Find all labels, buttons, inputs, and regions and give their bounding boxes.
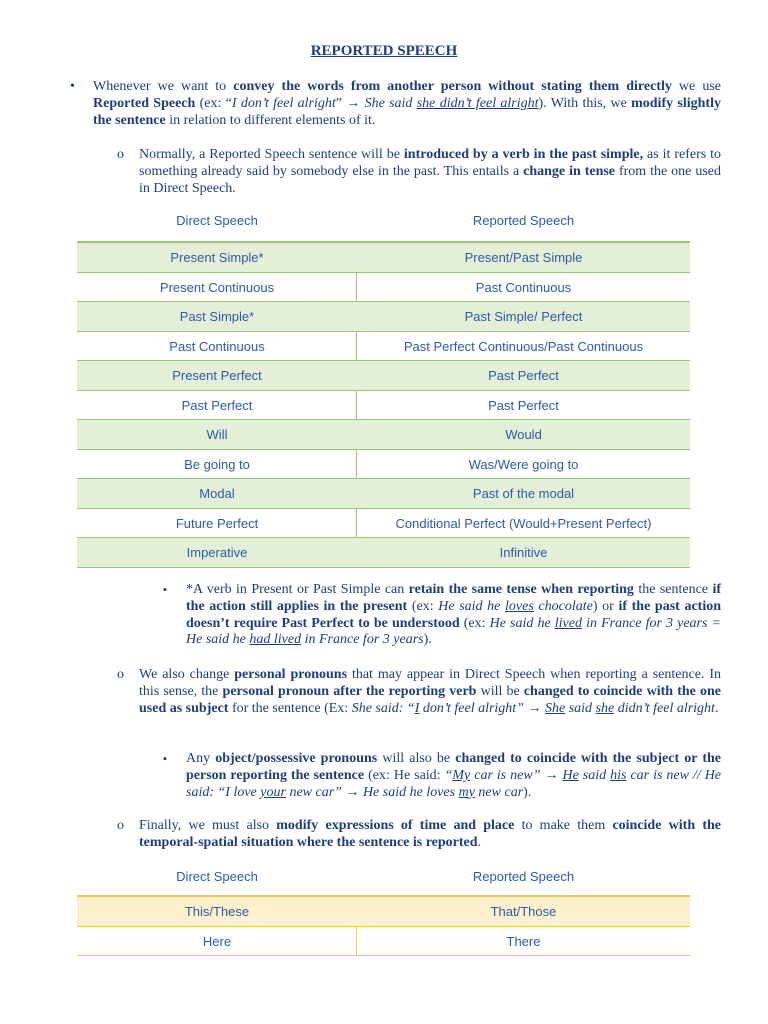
table-header bbox=[77, 213, 690, 233]
table-row: Past Perfect Past Perfect bbox=[77, 391, 690, 421]
table-row: Modal Past of the modal bbox=[77, 479, 690, 509]
intro-paragraph: Whenever we want to convey the words from another person without stating them directly we use Reported Speech (ex: “I don’t feel alright” → She said she didn’t feel alright). With this, we modify slightly the sentence in relation to different elements of it. bbox=[93, 79, 721, 128]
table-row: Present Perfect Past Perfect bbox=[77, 361, 690, 391]
table-row: Past Continuous Past Perfect Continuous/Past Continuous bbox=[77, 332, 690, 362]
sub-bullet-marker: o bbox=[117, 818, 124, 833]
object-pronouns-note: Any object/possessive pronouns will also be changed to coincide with the subject or the person reporting the sentence (ex: He said: “My car is new” → He said his car is new // He said: “I love your new car” → He said he loves my new car). bbox=[186, 751, 722, 800]
personal-pronouns-paragraph: We also change personal pronouns that may appear in Direct Speech when reporting a sentence. In this sense, the personal pronoun after the reporting verb will be changed to coincide with the one used as subject for the sentence (Ex: She said: “I don’t feel alright” → She said she didn’t feel alright. bbox=[139, 667, 721, 716]
square-bullet-marker: ▪ bbox=[163, 584, 167, 596]
table-row: This/These That/Those bbox=[77, 897, 690, 927]
sub-bullet-marker: o bbox=[117, 147, 124, 162]
sub-bullet-marker: o bbox=[117, 667, 124, 682]
header-reported-speech: Reported Speech bbox=[472, 213, 575, 228]
table-row: Imperative Infinitive bbox=[77, 538, 690, 568]
table-row: Present Continuous Past Continuous bbox=[77, 273, 690, 303]
table-row: Here There bbox=[77, 927, 690, 957]
header-direct-speech: Direct Speech bbox=[176, 869, 258, 884]
table-row: Will Would bbox=[77, 420, 690, 450]
header-reported-speech: Reported Speech bbox=[472, 869, 575, 884]
table-row: Be going to Was/Were going to bbox=[77, 450, 690, 480]
introduced-by-verb-paragraph: Normally, a Reported Speech sentence will be introduced by a verb in the past simple, as it refers to something already said by somebody else in the past. This entails a change in tense from the one used in Direct Speech. bbox=[139, 147, 721, 196]
page-title: REPORTED SPEECH bbox=[310, 43, 458, 59]
square-bullet-marker: ▪ bbox=[163, 753, 167, 765]
header-direct-speech: Direct Speech bbox=[176, 213, 258, 228]
bullet-marker: • bbox=[70, 79, 75, 94]
time-place-paragraph: Finally, we must also modify expressions of time and place to make them coincide with the temporal-spatial situation where the sentence is reported. bbox=[139, 818, 721, 850]
table-row: Present Simple* Present/Past Simple bbox=[77, 243, 690, 273]
retain-tense-note: *A verb in Present or Past Simple can retain the same tense when reporting the sentence if the action still applies in the present (ex: He said he loves chocolate) or if the past action doesn’t require Past Perfect to be understood (ex: He said he lived in France for 3 years = He said he had lived in France for 3 years). bbox=[186, 582, 722, 648]
tense-change-table bbox=[77, 213, 690, 568]
table-header bbox=[77, 869, 690, 889]
table-row: Past Simple* Past Simple/ Perfect bbox=[77, 302, 690, 332]
table-row: Future Perfect Conditional Perfect (Would+Present Perfect) bbox=[77, 509, 690, 539]
time-place-table bbox=[77, 869, 690, 959]
